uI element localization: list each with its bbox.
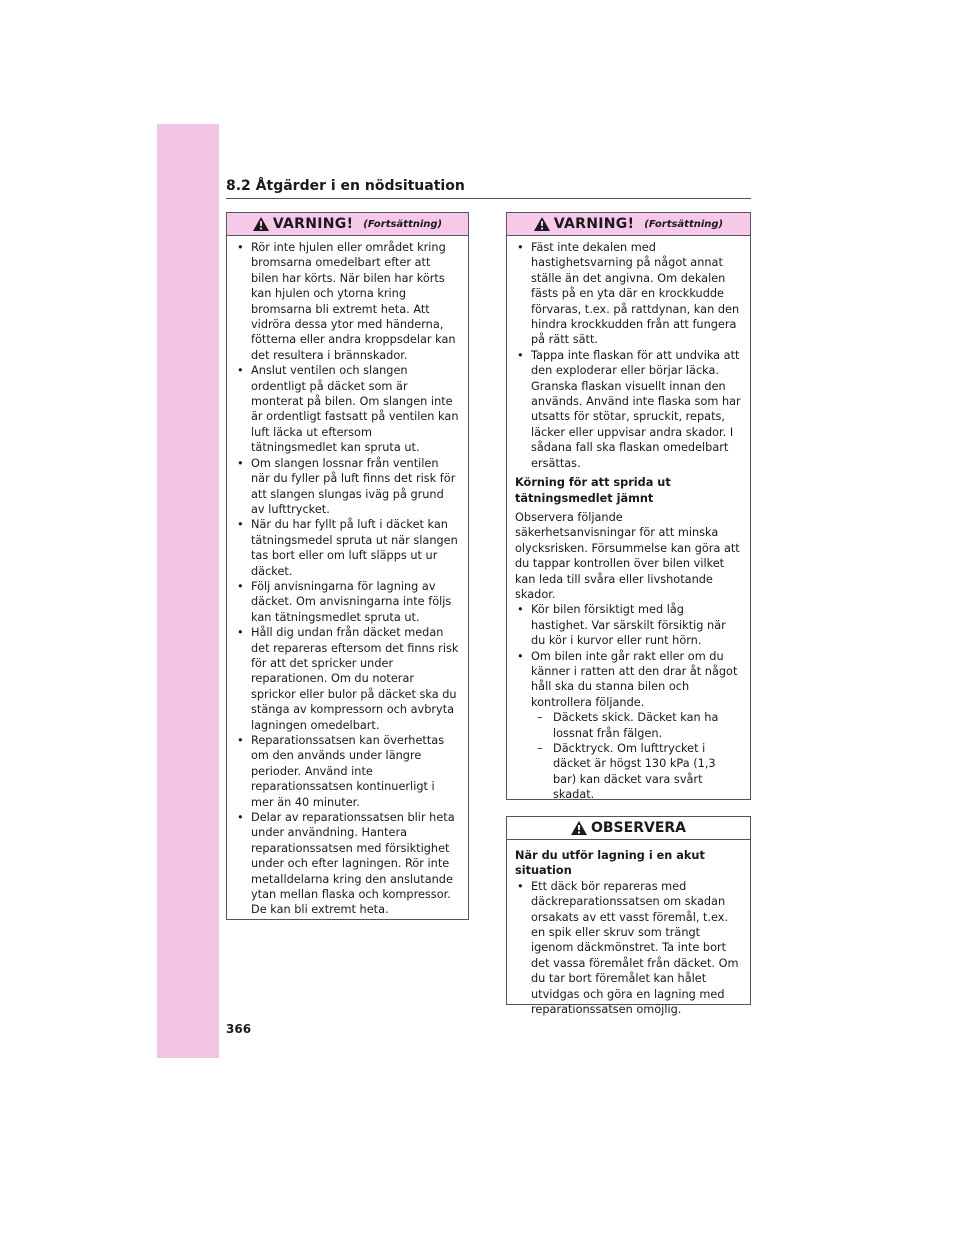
list-item: • Reparationssatsen kan överhettas om den används under längre perioder. Använd inte reparationssatsen kontinuerligt i mer än 40 minuter. xyxy=(235,733,460,810)
warning-title: VARNING! xyxy=(272,216,354,232)
sub-list-item: – Däcktryck. Om lufttrycket i däcket är högst 130 kPa (1,3 bar) kan däcket vara svårt skadat. xyxy=(537,741,742,803)
warning-box-right xyxy=(506,212,751,800)
warning-box-left xyxy=(226,212,469,920)
observe-list xyxy=(515,879,742,1018)
warning-title: VARNING! xyxy=(553,216,635,232)
sub-list-item: – Däckets skick. Däcket kan ha lossnat från fälgen. xyxy=(537,710,742,741)
warning-list xyxy=(515,240,742,471)
warning-triangle-icon xyxy=(571,821,587,835)
warning-list xyxy=(235,240,460,918)
list-item xyxy=(515,649,742,803)
list-item: • Tappa inte flaskan för att undvika att den exploderar eller börjar läcka. Granska flaskan visuellt innan den används. Använd inte flaska som har utsatts för stötar, spruckit, repats, läcker eller uppvisar andra skador. I sådana fall ska flaskan omedelbart ersättas. xyxy=(515,348,742,471)
list-item: • Om slangen lossnar från ventilen när du fyller på luft finns det risk för att slangen slungas iväg på grund av lufttrycket. xyxy=(235,456,460,518)
list-item: • Följ anvisningarna för lagning av däcket. Om anvisningarna inte följs kan tätningsmedlet spruta ut. xyxy=(235,579,460,625)
continued-label: (Fortsättning) xyxy=(644,218,724,230)
side-tab-band xyxy=(157,124,219,1058)
list-item: • Håll dig undan från däcket medan det repareras eftersom det finns risk för att det spricker under reparationen. Om du noterar sprickor eller bulor på däcket ska du stänga av kompressorn och avbryta lagningen omedelbart. xyxy=(235,625,460,733)
list-item: • Rör inte hjulen eller området kring bromsarna omedelbart efter att bilen har körts. När bilen har körts kan hjulen och ytorna kring bromsarna bli extremt heta. Att vidröra dessa ytor med händerna, fötterna eller andra kroppsdelar kan det resultera i brännskador. xyxy=(235,240,460,363)
continued-label: (Fortsättning) xyxy=(363,218,443,230)
warning-triangle-icon xyxy=(534,217,550,231)
sub-list xyxy=(531,710,742,802)
subheading: När du utför lagning i en akut situation xyxy=(515,849,705,878)
driving-list xyxy=(515,602,742,802)
observe-box xyxy=(506,816,751,1017)
list-item: • När du har fyllt på luft i däcket kan tätningsmedel spruta ut när slangen tas bort eller om luft släpps ut ur däcket. xyxy=(235,517,460,579)
warning-triangle-icon xyxy=(253,217,269,231)
list-item: • Fäst inte dekalen med hastighetsvarning på något annat ställe än det angivna. Om dekalen fästs på en yta där en krockkudde förvaras, t.ex. på rattdynan, kan den hindra krockkudden från att fungera på rätt sätt. xyxy=(515,240,742,348)
list-item: • Anslut ventilen och slangen ordentligt på däcket som är monterat på bilen. Om slangen inte är ordentligt fastsatt på ventilen kan luft läcka ut eftersom tätningsmedlet kan spruta ut. xyxy=(235,363,460,455)
page-number: 366 xyxy=(226,1022,252,1036)
section-header: 8.2 Åtgärder i en nödsituation xyxy=(226,178,751,199)
observe-title: OBSERVERA xyxy=(590,820,686,836)
observe-header xyxy=(507,817,750,840)
list-item: • Ett däck bör repareras med däckreparationssatsen om skadan orsakats av ett vasst föremål, t.ex. en spik eller skruv som trängt igenom däckmönstret. Ta inte bort det vassa föremålet från däcket. Om du tar bort föremålet kan hålet utvidgas och göra en lagning med reparationssatsen omöjlig. xyxy=(515,879,742,1018)
list-item-text: Om bilen inte går rakt eller om du känner i ratten att den drar åt något håll ska du stanna bilen och kontrollera följande. xyxy=(531,649,738,709)
paragraph: Observera följande säkerhetsanvisningar för att minska olycksrisken. Försummelse kan göra att du tappar kontrollen över bilen vilket kan leda till svåra eller livshotande skador. xyxy=(515,510,740,601)
warning-header xyxy=(227,213,468,236)
warning-header xyxy=(507,213,750,236)
list-item: • Kör bilen försiktigt med låg hastighet. Var särskilt försiktig när du kör i kurvor eller runt hörn. xyxy=(515,602,742,648)
subheading: Körning för att sprida ut tätningsmedlet jämnt xyxy=(515,476,671,505)
list-item: • Delar av reparationssatsen blir heta under användning. Hantera reparationssatsen med försiktighet under och efter lagningen. Rör inte metalldelarna kring den anslutande ytan mellan flaska och kompressor. De kan bli extremt heta. xyxy=(235,810,460,918)
